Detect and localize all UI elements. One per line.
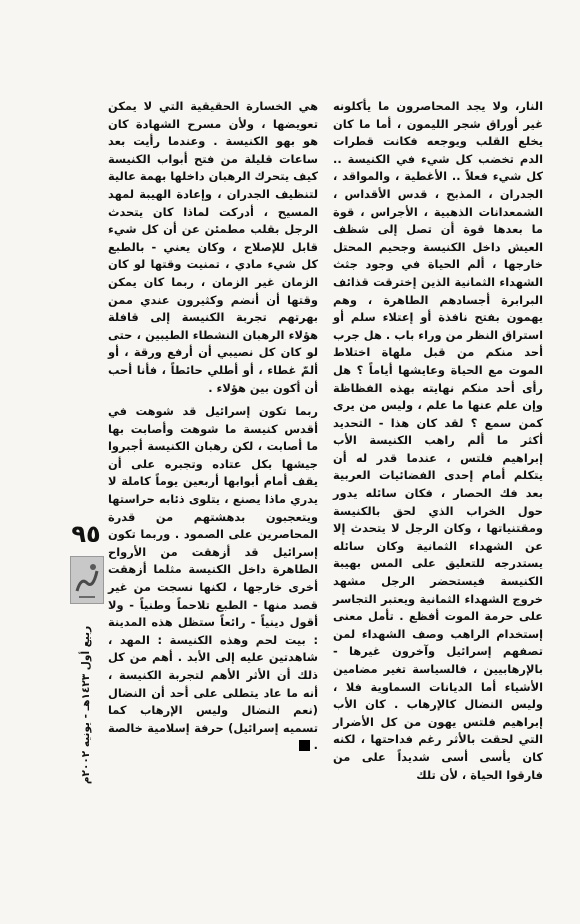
issue-date-vertical [62, 610, 110, 800]
article-column-left [108, 98, 318, 753]
article-column-right [333, 98, 543, 850]
article-paragraph: هي الخسارة الحقيقية التي لا يمكن تعويضها ، ولأن مسرح الشهادة كان هو بهو الكنيسة . وعندما رأيت بعد ساعات قليلة من فتح أبواب الكنيسة كيف يتحرك الرهبان داخلها بهمة عالية لتنظيف الجدران ، وإعادة الهيبة لمهد المسيح ، أدركت لماذا كان يتحدث الرجل بقلب مطمئن عن أن كل شيء قابل للإصلاح ، وكان يعني - بالطبع كل شيء مادي ، تمنيت وقتها لو كان الزمان غير الزمان ، ربما كان يمكن وقتها أن أنضم وكثيرون عندي ممن بهرتهم تجربة الكنيسة إلى قافلة هؤلاء الرهبان النشطاء الطيبين ، حتى لو كان كل نصيبي أن أرفع ورقة ، أو ألمّ غطاء ، أو أطلي حائطاً ، فأنا أحب أن أكون بين هؤلاء . [108, 99, 318, 395]
issue-date-text: ربيع أول ١٤٢٣هـ - يونيه ٢٠٠٢م [80, 625, 92, 785]
end-of-article-square-icon [299, 740, 310, 751]
page-number: ٩٥ [71, 520, 101, 548]
article-paragraph-text: ربما تكون إسرائيل قد شوهت في أقدس كنيسة ما شوهت وأصابت بها ما أصابت ، لكن رهبان الكنيسة أجبروا جيشها بكل عتاده وتجبره على أن يقف أمام أبوابها أربعين يوماً كاملة لا يدري ماذا يصنع ، يتلوى ذئابه حراستها ويتعجبون بدهشتهم من قدرة المحاصرين على الصمود . وربما تكون إسرائيل قد أزهقت من الأرواح الطاهرة داخل الكنيسة مثلما أزهقت أخرى خارجها ، لكنها نسجت من غير قصد منها - الطبع تلاحماً وطنياً - ولا أقول دينياً - رائعاً ستظل هذه المدينة : بيت لحم وهذه الكنيسة : المهد ، شاهدتين عليه إلى الأبد . أهم من كل ذلك أن الأثر الأهم لتجربة الكنيسة ، أنه ما عاد يتطلى على أحد أن النضال (نعم النضال وليس الإرهاب كما تسميه إسرائيل) حرفة إسلامية خالصة . [108, 404, 318, 753]
article-paragraph-last [108, 403, 318, 755]
article-paragraph: النار، ولا يجد المحاصرون ما يأكلونه غير أوراق شجر الليمون ، أما ما كان يخلع القلب ويوجعه فكانت قطرات الدم تخضب كل شيء في الكنيسة .. كل شيء فعلاً .. الأغطية ، والمواقد ، الجدران ، المذبح ، قدس الأقداس ، الشمعدانات الذهبية ، الأجراس ، قوة ما بعدها قوة أن تصل إلى شظف العيش داخل الكنيسة وجحيم المحتل خارجها ، ألم الحياة في وجود جثث الشهداء الثمانية الذين إخترقت قذائف البرابرة أجسادهم الطاهرة ، وهم يهمون بفتح نافذة أو إعتلاء سلم أو استراق النظر من وراء باب . هل جرب أحد منكم من قبل ملهاة اختلاط الموت مع الحياة وعايشها أياماً ؟ هل رأى أحد منكم نهايته بهذه الفظاظة وإن علم عنها ما علم ، وليس من يرى كمن سمع ؟ لقد كان هذا - التحديد أكثر ما ألم راهب الكنيسة الأب إبراهيم فلتس ، عندما قدر له أن يتكلم أمام إحدى الفضائيات العربية بعد فك الحصار ، فكان سائله يدور حول الخراب الذي لحق بالكنيسة ومقتنياتها ، وكان الرجل لا يتحدث إلا عن الشهداء الثمانية وكان سائله يستدرجه للتعليق على المس بهيبة الكنيسة فيستحضر الرجل مشهد خروج الشهداء الثمانية ويعتبر التجاسر على حرمة الموت أفظع . تأمل معنى إستخدام الراهب وصف الشهداء لمن تصفهم إسرائيل وآخرون غيرها - بالإرهابيين ، فالسياسة تغير مضامين الأشياء أما الديانات السماوية فلا ، وليس النضال كالإرهاب . كان الأب إبراهيم فلتس يهون من كل الأضرار التي لحقت بالأثر رغم فداحتها ، لكنه كان يأسى أسى شديداً على من فارقوا الحياة ، لأن تلك [333, 99, 543, 782]
magazine-logo-icon [70, 556, 104, 604]
